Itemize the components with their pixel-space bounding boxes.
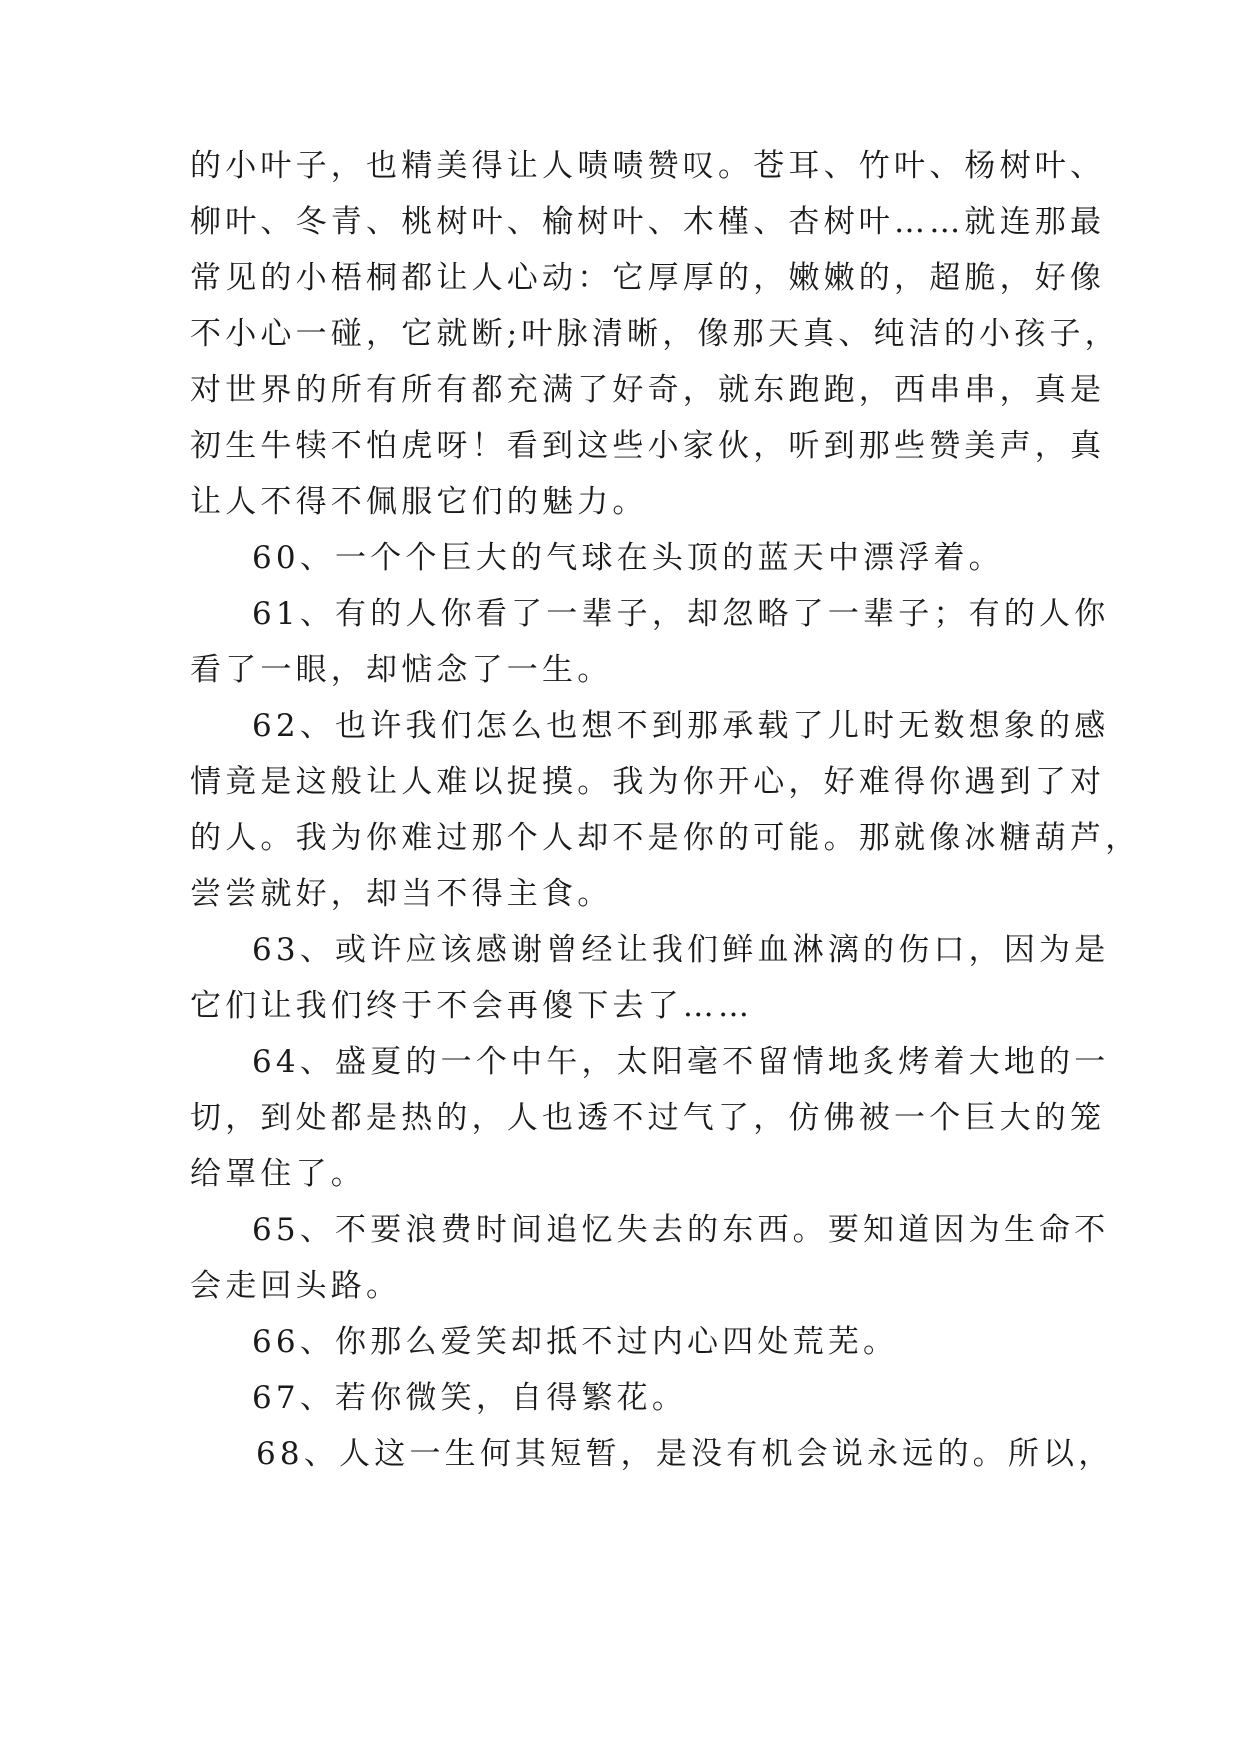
paragraph-63: 63、或许应该感谢曾经让我们鲜血淋漓的伤口，因为是 xyxy=(252,932,1110,968)
paragraph-62: 62、也许我们怎么也想不到那承载了儿时无数想象的感 xyxy=(252,708,1110,744)
text-line: 给罩住了。 xyxy=(190,1156,366,1192)
text-line: 常见的小梧桐都让人心动：它厚厚的，嫩嫩的，超脆，好像 xyxy=(190,260,1106,296)
text-line: 它们让我们终于不会再傻下去了…… xyxy=(190,988,754,1024)
text-line: 切，到处都是热的，人也透不过气了，仿佛被一个巨大的笼 xyxy=(190,1100,1106,1136)
paragraph-67: 67、若你微笑，自得繁花。 xyxy=(252,1380,688,1416)
text-line: 看了一眼，却惦念了一生。 xyxy=(190,652,613,688)
paragraph-68: 68、人这一生何其短暂，是没有机会说永远的。所以， xyxy=(256,1436,1114,1472)
text-line: 柳叶、冬青、桃树叶、榆树叶、木槿、杏树叶……就连那最 xyxy=(190,204,1106,240)
text-line: 初生牛犊不怕虎呀！看到这些小家伙，听到那些赞美声，真 xyxy=(190,428,1106,464)
text-line: 的小叶子，也精美得让人啧啧赞叹。苍耳、竹叶、杨树叶、 xyxy=(190,148,1106,184)
paragraph-64: 64、盛夏的一个中午，太阳毫不留情地炙烤着大地的一 xyxy=(252,1044,1110,1080)
text-line: 会走回头路。 xyxy=(190,1268,402,1304)
paragraph-61: 61、有的人你看了一辈子，却忽略了一辈子；有的人你 xyxy=(252,596,1110,632)
paragraph-66: 66、你那么爱笑却抵不过内心四处荒芜。 xyxy=(252,1324,899,1360)
text-line: 情竟是这般让人难以捉摸。我为你开心，好难得你遇到了对 xyxy=(190,764,1106,800)
text-line: 的人。我为你难过那个人却不是你的可能。那就像冰糖葫芦， xyxy=(190,820,1141,856)
paragraph-65: 65、不要浪费时间追忆失去的东西。要知道因为生命不 xyxy=(252,1212,1110,1248)
text-line: 对世界的所有所有都充满了好奇，就东跑跑，西串串，真是 xyxy=(190,372,1106,408)
paragraph-60: 60、一个个巨大的气球在头顶的蓝天中漂浮着。 xyxy=(252,540,1004,576)
text-line: 尝尝就好，却当不得主食。 xyxy=(190,876,613,912)
text-line: 让人不得不佩服它们的魅力。 xyxy=(190,484,648,520)
text-line: 不小心一碰，它就断;叶脉清晰，像那天真、纯洁的小孩子， xyxy=(190,316,1120,352)
